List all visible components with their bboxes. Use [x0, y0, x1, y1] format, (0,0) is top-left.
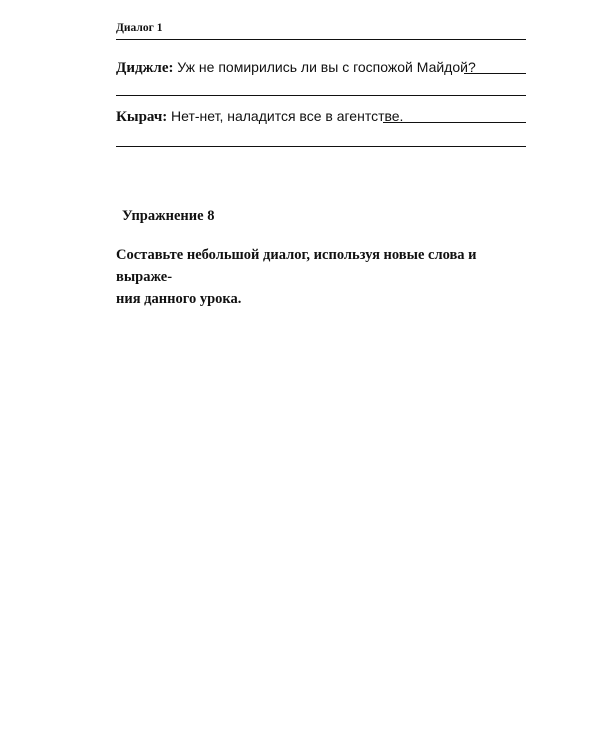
task-line: ния данного урока. [116, 291, 242, 307]
speaker-name: Диджле: [116, 60, 174, 76]
header-rule [116, 39, 526, 40]
dialog-header [116, 22, 526, 34]
dialog-line-2 [116, 108, 403, 126]
answer-blank [383, 122, 526, 123]
answer-line [116, 146, 526, 147]
utterance-text: Нет-нет, наладится все в агентстве. [171, 108, 404, 124]
answer-blank [464, 73, 526, 74]
exercise-task [116, 244, 528, 310]
exercise-title: Упражнение 8 [122, 208, 215, 224]
speaker-name: Кырач: [116, 109, 168, 125]
dialog-title: Диалог 1 [116, 22, 163, 34]
task-line: Составьте небольшой диалог, используя новые слова и выраже- [116, 247, 477, 285]
utterance-text: Уж не помирились ли вы с госпожой Майдой? [177, 59, 476, 75]
dialog-line-1 [116, 59, 476, 77]
answer-line [116, 95, 526, 96]
